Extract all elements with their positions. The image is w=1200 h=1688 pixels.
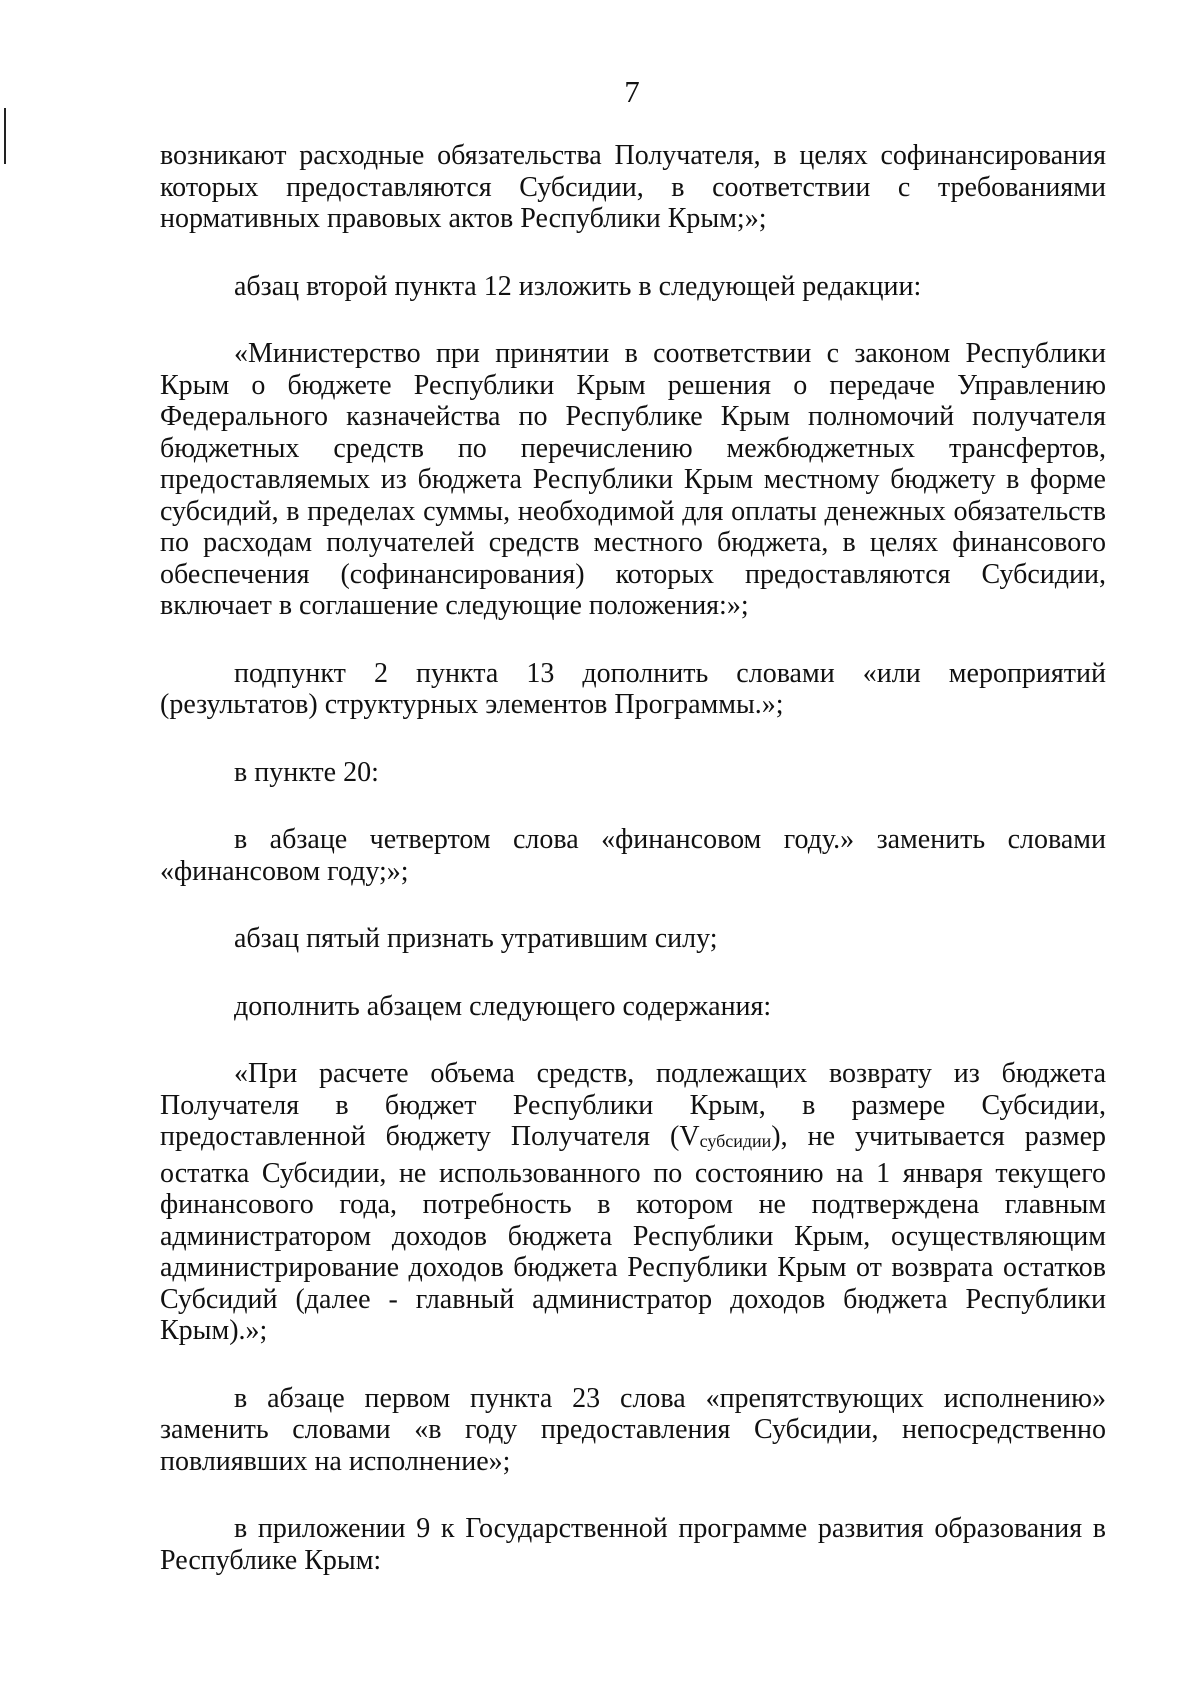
- paragraph-continuation: возникают расходные обязательства Получателя, в целях софинансирования которых предоставляются Субсидии, в соответствии с требованиями нормативных правовых актов Республики Крым;»;: [160, 140, 1106, 234]
- paragraph-subpoint-13: подпункт 2 пункта 13 дополнить словами «или мероприятий (результатов) структурных элементов Программы.»;: [160, 657, 1106, 720]
- paragraph-appendix-9: в приложении 9 к Государственной программе развития образования в Республике Крым:: [160, 1513, 1106, 1576]
- paragraph-amend-point-12: абзац второй пункта 12 изложить в следующей редакции:: [234, 270, 922, 302]
- paragraph-fourth-indent: в абзаце четвертом слова «финансовом году.» заменить словами «финансовом году;»;: [160, 824, 1106, 887]
- page-number: 7: [624, 74, 640, 109]
- paragraph-point-23: в абзаце первом пункта 23 слова «препятствующих исполнению» заменить словами «в году предоставления Субсидии, непосредственно повлиявших на исполнение»;: [160, 1382, 1106, 1477]
- refund-text-end: ), не учитывается размер остатка Субсидии, не использованного по состоянию на 1 января текущего финансового года, потребность в котором не подтверждена главным администратором доходов бюджета Республики Крым, осуществляющим администрирование доходов бюджета Республики Крым от возврата остатков Субсидий (далее - главный администратор доходов бюджета Республики Крым).»;: [160, 1121, 1106, 1346]
- paragraph-point-20: в пункте 20:: [234, 756, 379, 788]
- paragraph-ministry-quote: «Министерство при принятии в соответствии с законом Республики Крым о бюджете Республики Крым решения о передаче Управлению Федерального казначейства по Республике Крым полномочий получателя бюджетных средств по перечислению межбюджетных трансфертов, предоставляемых из бюджета Республики Крым местному бюджету в форме субсидий, в пределах суммы, необходимой для оплаты денежных обязательств по расходам получателей средств местного бюджета, в целях финансового обеспечения (софинансирования) которых предоставляются Субсидии, включает в соглашение следующие положения:»;: [160, 338, 1106, 621]
- refund-text-start: «При расчете объема средств, подлежащих возврату из бюджета Получателя в бюджет Республики Крым, в размере Субсидии, предоставленной бюджету Получателя (V: [160, 1058, 1106, 1152]
- paragraph-supplement: дополнить абзацем следующего содержания:: [234, 990, 772, 1022]
- paragraph-fifth-indent-void: абзац пятый признать утратившим силу;: [234, 923, 718, 954]
- document-body: [160, 140, 1106, 1612]
- subsidy-subscript: субсидии: [699, 1131, 772, 1151]
- scan-edge-mark: [4, 108, 6, 164]
- paragraph-refund-calculation: [160, 1058, 1106, 1347]
